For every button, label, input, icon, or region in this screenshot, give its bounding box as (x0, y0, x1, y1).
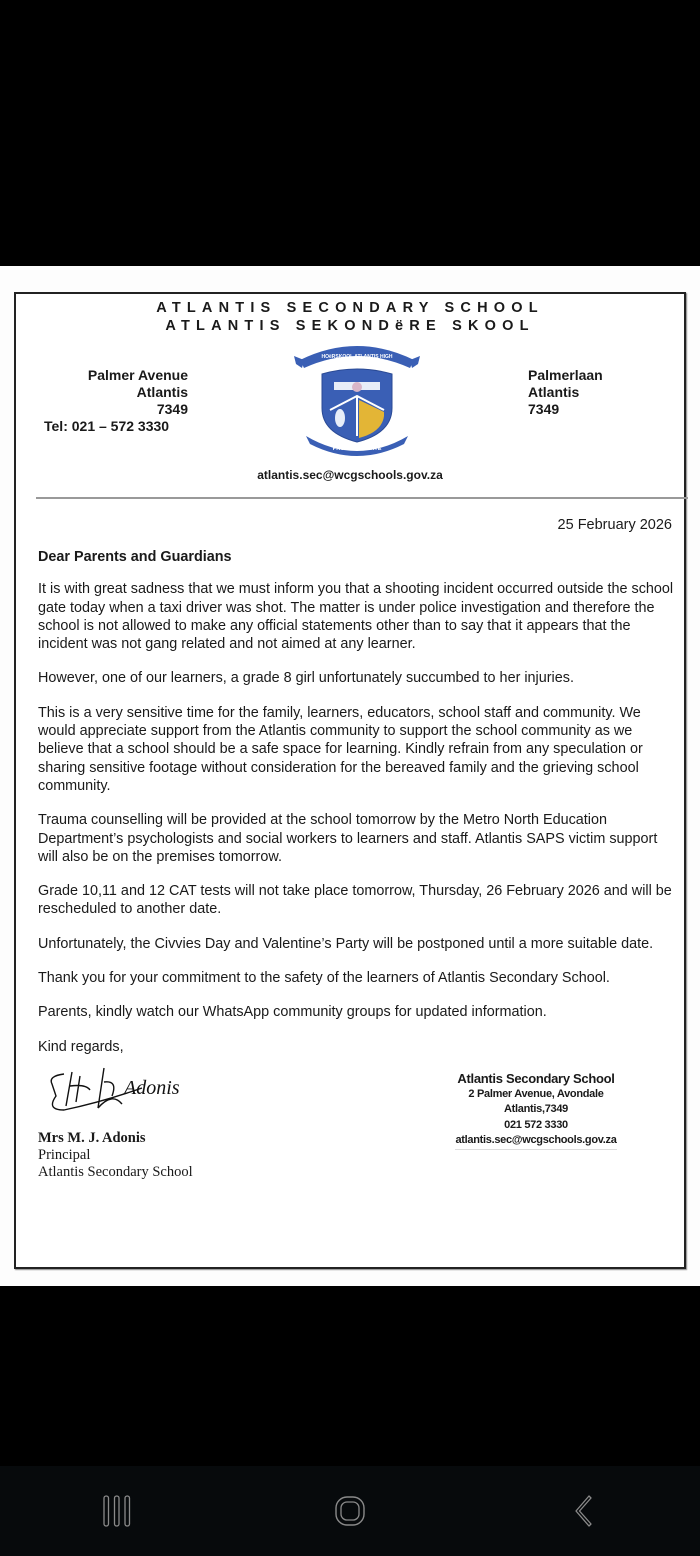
address-left (46, 367, 188, 435)
stamp-email: atlantis.sec@wcgschools.gov.za (455, 1133, 616, 1150)
signer-role: Principal (38, 1147, 91, 1163)
paragraph: Trauma counselling will be provided at the school tomorrow by the Metro North Education Department’s psychologists and social workers to learners and staff. Atlantis SAPS victim support will also be on the premises tomorrow. (38, 812, 658, 865)
paragraph: Parents, kindly watch our WhatsApp community groups for updated information. (38, 1004, 547, 1021)
crest-motto: PRO VIRILI PARTE (332, 446, 382, 452)
school-stamp (436, 1071, 636, 1150)
signer-school: Atlantis Secondary School (38, 1164, 193, 1180)
signature-text: Adonis (124, 1077, 180, 1099)
stamp-phone: 021 572 3330 (504, 1118, 568, 1131)
signer-block (38, 1130, 193, 1181)
letter-frame (14, 292, 686, 1269)
home-button[interactable] (320, 1481, 380, 1541)
school-name-english: ATLANTIS SECONDARY SCHOOL (156, 300, 544, 316)
address-right-street: Palmerlaan (528, 367, 603, 383)
closing: Kind regards, (38, 1038, 124, 1055)
paragraph: However, one of our learners, a grade 8 girl unfortunately succumbed to her injuries. (38, 670, 574, 687)
paragraph: Thank you for your commitment to the safety of the learners of Atlantis Secondary School. (38, 970, 610, 987)
header-divider (36, 497, 688, 499)
address-left-town: Atlantis (136, 384, 188, 400)
address-left-street: Palmer Avenue (87, 367, 188, 383)
back-button[interactable] (553, 1481, 613, 1541)
telephone: Tel: 021 – 572 3330 (44, 418, 170, 434)
address-right-town: Atlantis (528, 384, 580, 400)
handwritten-signature (42, 1062, 192, 1122)
school-crest-logo (292, 338, 422, 456)
paragraph: Grade 10,11 and 12 CAT tests will not take place tomorrow, Thursday, 26 February 2026 and will be rescheduled to another date. (38, 883, 672, 918)
school-email: atlantis.sec@wcgschools.gov.za (257, 468, 443, 482)
stamp-town: Atlantis,7349 (504, 1103, 568, 1115)
letter-date: 25 February 2026 (557, 517, 672, 533)
address-right-code: 7349 (528, 401, 560, 417)
letter-image (0, 266, 700, 1286)
bottom-black-area (0, 1286, 700, 1466)
recents-button[interactable] (87, 1481, 147, 1541)
address-left-code: 7349 (156, 401, 188, 417)
android-navigation-bar (0, 1466, 700, 1556)
school-name-afrikaans: ATLANTIS SEKONDëRE SKOOL (165, 318, 535, 334)
paragraph: This is a very sensitive time for the family, learners, educators, school staff and community. We would appreciate support from the Atlantis community to support the school community as we believe that a school should be a safe space for learning. Kindly refrain from any speculation or sharing sensitive footage without consideration for the bereaved family and the grieving school community. (38, 704, 643, 794)
letter-body (38, 548, 674, 1072)
salutation: Dear Parents and Guardians (38, 549, 232, 565)
paragraph: It is with great sadness that we must inform you that a shooting incident occurred outside the school gate today when a taxi driver was shot. The matter is under police investigation and therefore the school is not allowed to make any official statements other than to say that it appears that the incident was not gang related and not aimed at any learner. (38, 581, 674, 653)
stamp-address: 2 Palmer Avenue, Avondale (468, 1087, 604, 1100)
crest-banner-text: HOëRSKOOL ATLANTIS HIGH (321, 354, 393, 360)
paragraph: Unfortunately, the Civvies Day and Valentine’s Party will be postponed until a more suitable date. (38, 935, 654, 952)
recents-icon (101, 1494, 133, 1528)
stamp-name: Atlantis Secondary School (457, 1071, 615, 1086)
signer-name: Mrs M. J. Adonis (38, 1130, 146, 1146)
top-black-area (0, 0, 700, 266)
back-icon (571, 1493, 595, 1529)
address-right (528, 367, 603, 418)
home-icon (333, 1494, 367, 1528)
